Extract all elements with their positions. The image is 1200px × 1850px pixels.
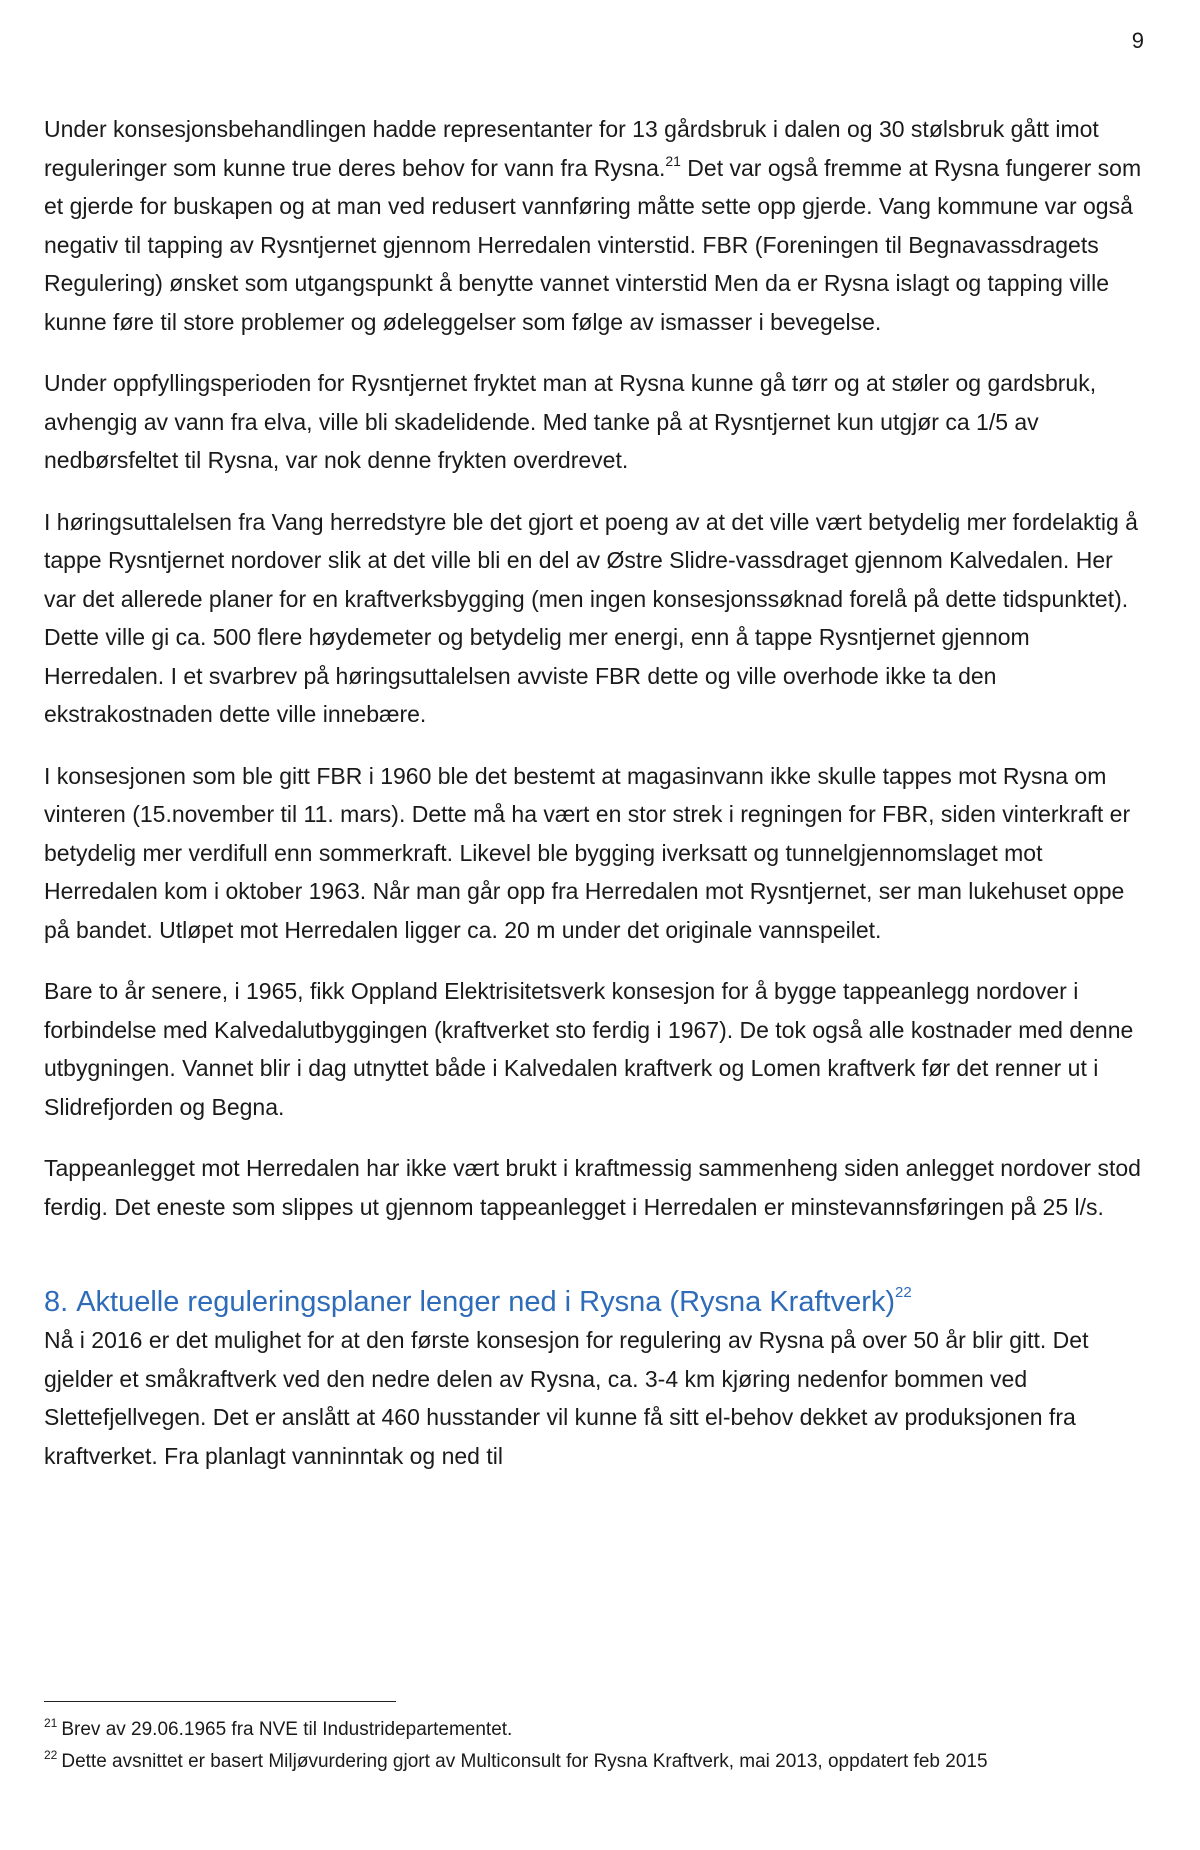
paragraph-6: Tappeanlegget mot Herredalen har ikke vært brukt i kraftmessig sammenheng siden anlegget nordover stod ferdig. Det eneste som slippes ut gjennom tappeanlegget i Herredalen er minstevannsføringen på 25 l/s. xyxy=(44,1155,1141,1220)
footnote-number: 21 xyxy=(44,1716,58,1730)
paragraph-1-text-cont: Det var også fremme at Rysna fungerer som et gjerde for buskapen og at man ved redusert vannføring måtte sette opp gjerde. Vang kommune var også negativ til tapping av Rysntjernet gjennom Herredalen vinterstid. FBR (Foreningen til Begnavassdragets Regulering) ønsket som utgangspunkt å benytte vannet vinterstid Men da er Rysna islagt og tapping ville kunne føre til store problemer og ødeleggelser som følge av ismasser i bevegelse. xyxy=(44,154,1142,335)
footnote-number: 22 xyxy=(44,1748,58,1762)
section-number: 8. xyxy=(44,1286,69,1318)
paragraph-1 xyxy=(44,110,1144,341)
section-title: Aktuelle reguleringsplaner lenger ned i Rysna (Rysna Kraftverk) xyxy=(76,1286,896,1318)
footnote-ref-21: 21 xyxy=(665,152,681,169)
footnote-text: Brev av 29.06.1965 fra NVE til Industridepartementet. xyxy=(61,1719,513,1740)
paragraph-5: Bare to år senere, i 1965, fikk Oppland Elektrisitetsverk konsesjon for å bygge tappeanlegg nordover i forbindelse med Kalvedalutbyggingen (kraftverket sto ferdig i 1967). De tok også alle kostnader med denne utbygningen. Vannet blir i dag utnyttet både i Kalvedalen kraftverk og Lomen kraftverk før det renner ut i Slidrefjorden og Begna. xyxy=(44,978,1134,1120)
footnote-text: Dette avsnittet er basert Miljøvurdering gjort av Multiconsult for Rysna Kraftverk, mai 2013, oppdatert feb 2015 xyxy=(61,1751,988,1772)
section-paragraph: Nå i 2016 er det mulighet for at den første konsesjon for regulering av Rysna på over 50 år blir gitt. Det gjelder et småkraftverk ved den nedre delen av Rysna, ca. 3-4 km kjøring nedenfor bommen ved Slettefjellvegen. Det er anslått at 460 husstander vil kunne få sitt el-behov dekket av produksjonen fra kraftverket. Fra planlagt vanninntak og ned til xyxy=(44,1327,1089,1469)
paragraph-1-text: Under konsesjonsbehandlingen hadde representanter for 13 gårdsbruk i dalen og 30 stølsbruk gått imot reguleringer som kunne true deres behov for vann fra Rysna. xyxy=(44,116,1099,181)
paragraph-4: I konsesjonen som ble gitt FBR i 1960 ble det bestemt at magasinvann ikke skulle tappes mot Rysna om vinteren (15.november til 11. mars). Dette må ha vært en stor strek i regningen for FBR, siden vinterkraft er betydelig mer verdifull enn sommerkraft. Likevel ble bygging iverksatt og tunnelgjennomslaget mot Herredalen kom i oktober 1963. Når man går opp fra Herredalen mot Rysntjernet, ser man lukehuset oppe på bandet. Utløpet mot Herredalen ligger ca. 20 m under det originale vannspeilet. xyxy=(44,762,1131,943)
footnote-22 xyxy=(44,1748,1134,1776)
page-number: 9 xyxy=(1131,28,1144,53)
paragraph-3: I høringsuttalelsen fra Vang herredstyre ble det gjort et poeng av at det ville vært betydelig mer fordelaktig å tappe Rysntjernet nordover slik at det ville bli en del av Østre Slidre-vassdraget gjennom Kalvedalen. Her var det allerede planer for en kraftverksbygging (men ingen konsesjonssøknad forelå på dette tidspunktet). Dette ville gi ca. 500 flere høydemeter og betydelig mer energi, enn å tappe Rysntjernet gjennom Herredalen. I et svarbrev på høringsuttalelsen avviste FBR dette og ville overhode ikke ta den ekstrakostnaden dette ville innebære. xyxy=(44,508,1138,727)
footnote-divider xyxy=(44,1701,396,1702)
footnotes xyxy=(44,1716,1134,1780)
section-heading xyxy=(44,1283,1144,1321)
footnote-21 xyxy=(44,1716,1134,1744)
paragraph-2: Under oppfyllingsperioden for Rysntjernet fryktet man at Rysna kunne gå tørr og at støler og gardsbruk, avhengig av vann fra elva, ville bli skadelidende. Med tanke på at Rysntjernet kun utgjør ca 1/5 av nedbørsfeltet til Rysna, var nok denne frykten overdrevet. xyxy=(44,370,1097,473)
body-text xyxy=(44,110,1144,1498)
footnote-ref-22: 22 xyxy=(895,1284,912,1301)
